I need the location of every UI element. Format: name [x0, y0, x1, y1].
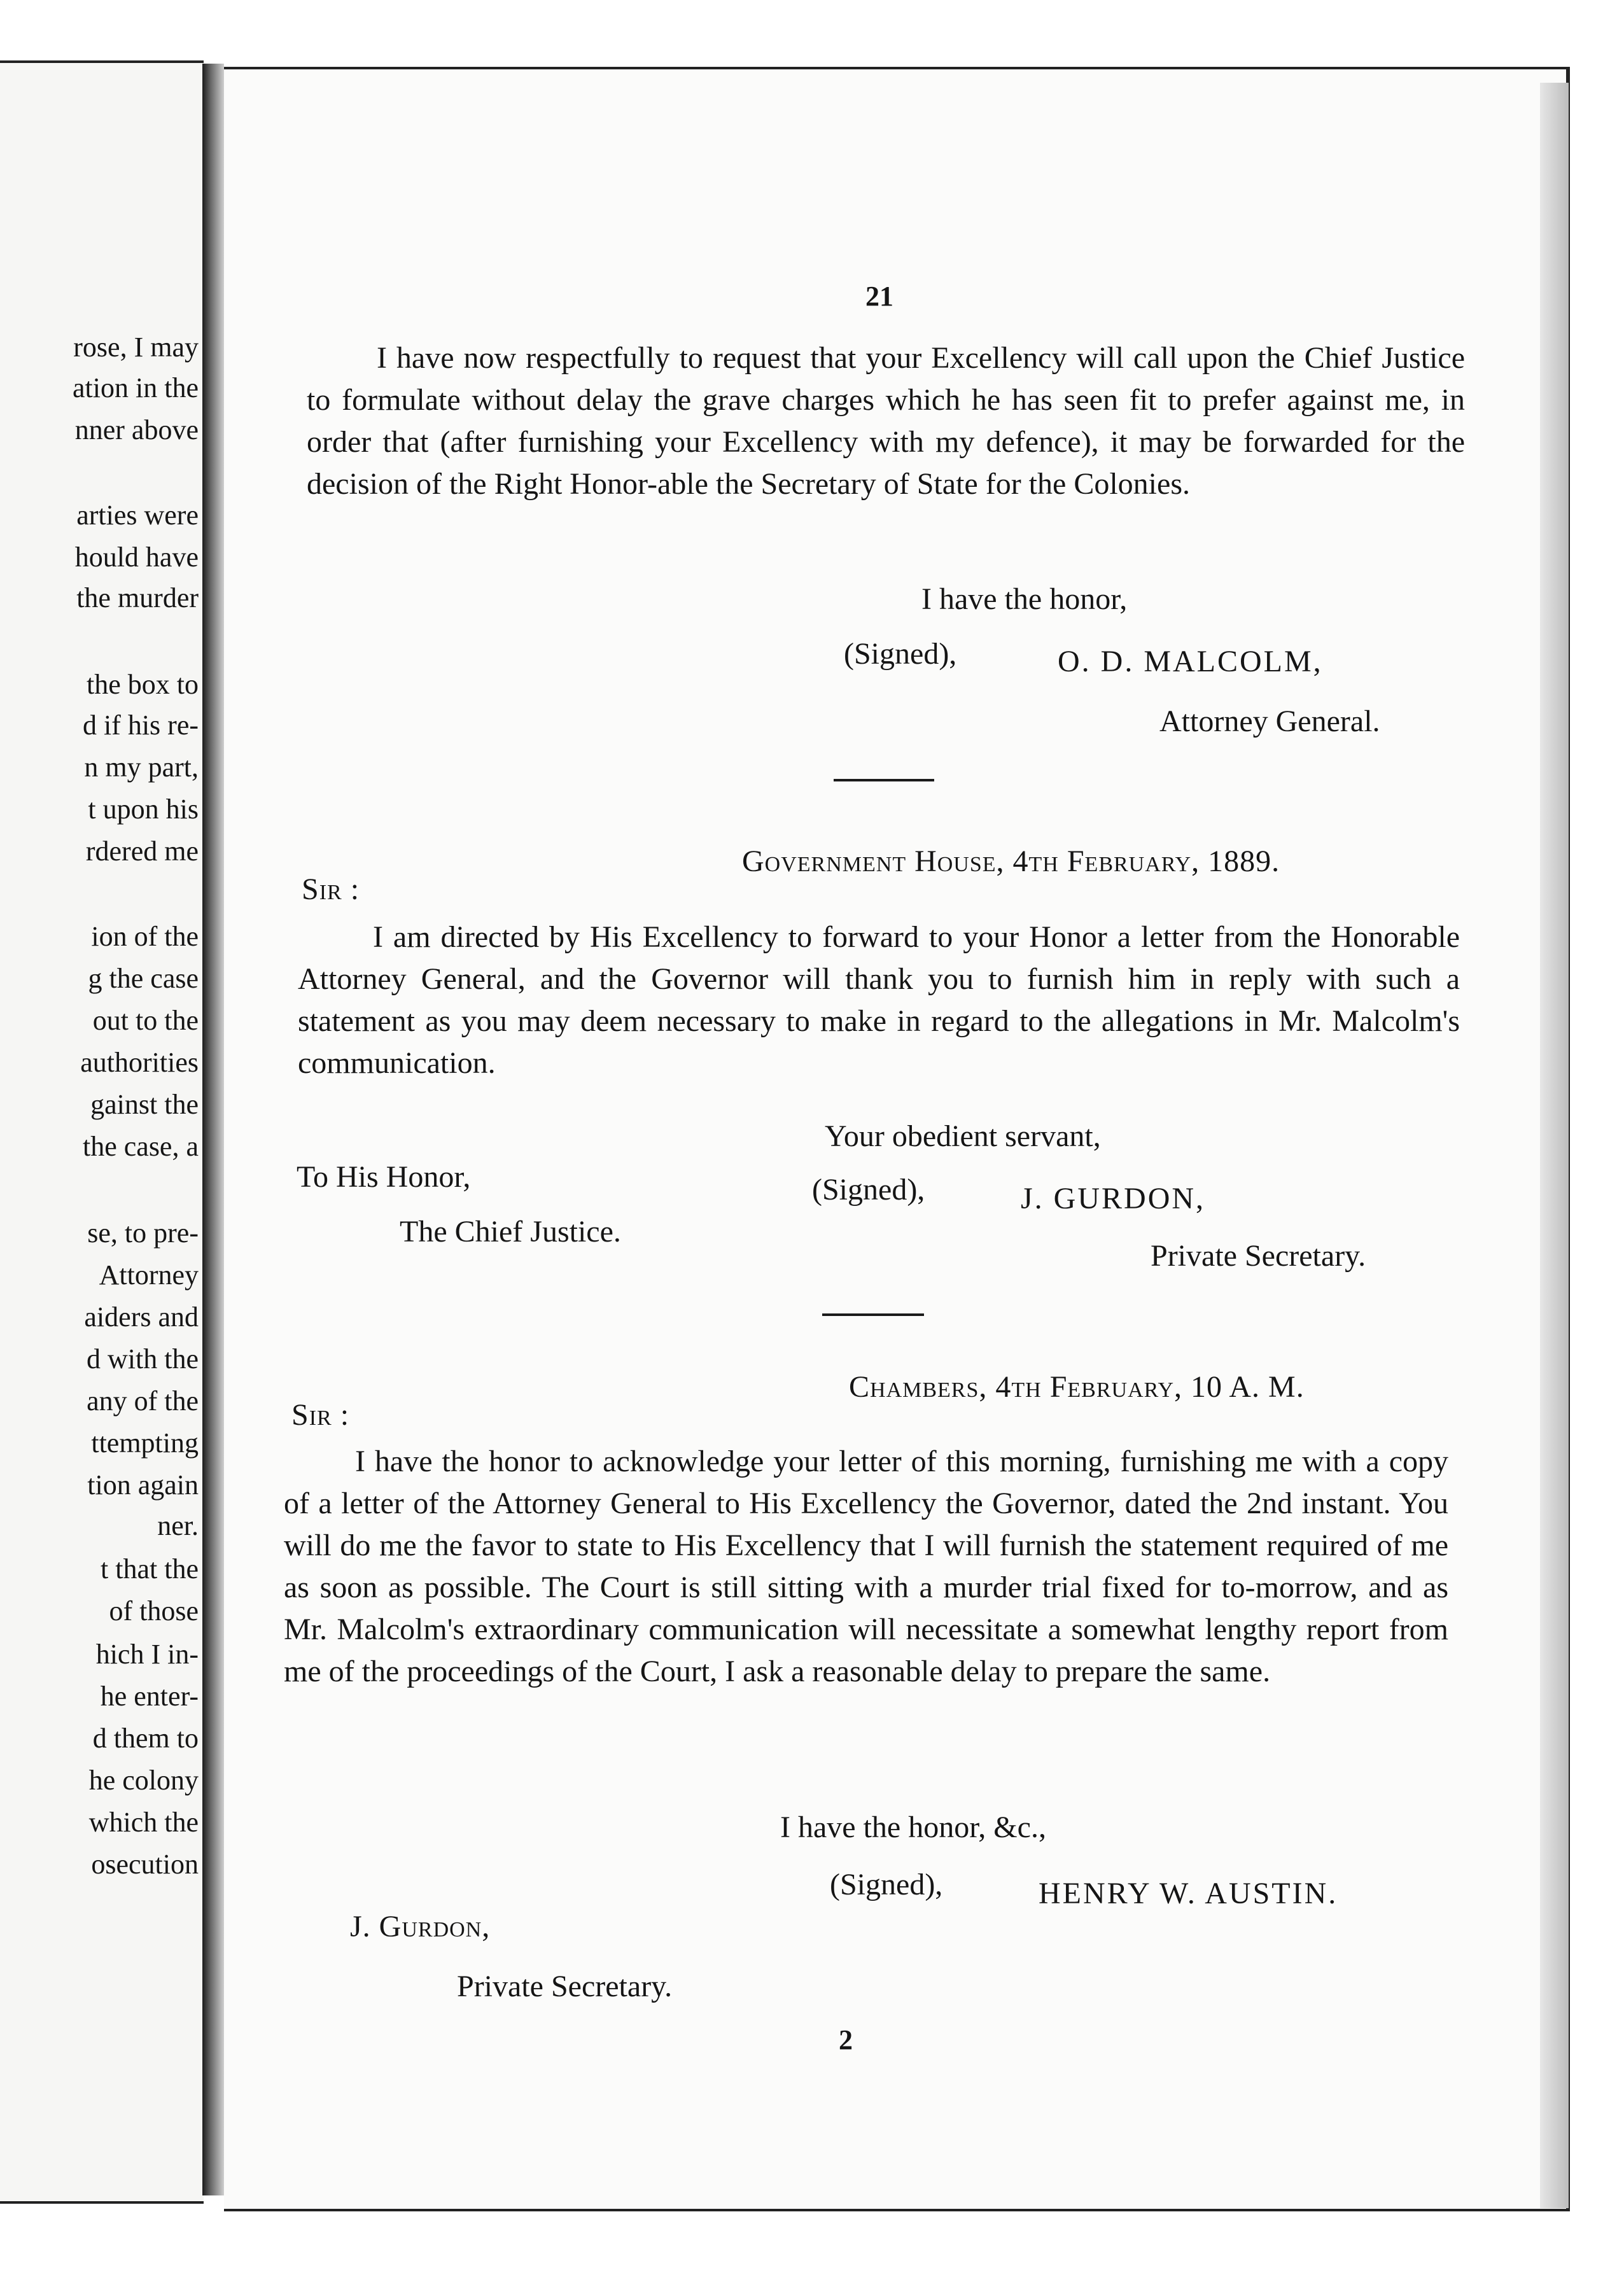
- left-page-line: any of the: [87, 1385, 199, 1417]
- left-page-line: rdered me: [85, 836, 199, 867]
- left-page-line: the box to: [87, 669, 199, 700]
- left-page-line: out to the: [92, 1005, 199, 1036]
- section-divider-2: [822, 1313, 924, 1316]
- letter3-heading: Chambers, 4th February, 10 A. M.: [849, 1370, 1305, 1404]
- left-page-line: ation in the: [73, 372, 199, 403]
- letter3-addressee-line1: J. Gurdon,: [350, 1910, 491, 1943]
- page-edge: [1540, 83, 1569, 2208]
- left-page-line: authorities: [80, 1047, 199, 1078]
- left-page-line: Attorney: [99, 1259, 199, 1291]
- section-divider-1: [834, 779, 934, 781]
- left-page-line: arties were: [76, 500, 199, 531]
- left-page-line: tion again: [87, 1469, 199, 1501]
- left-page-line: which the: [88, 1807, 199, 1838]
- left-page-line: ion of the: [91, 921, 199, 952]
- signature-mark: 2: [839, 2024, 853, 2055]
- letter1-signer-title: Attorney General.: [1159, 704, 1380, 738]
- left-page-line: the murder: [76, 582, 199, 613]
- letter3-salutation: Sir :: [291, 1398, 350, 1432]
- left-page-line: rose, I may: [73, 332, 199, 363]
- left-page-line: t that the: [101, 1553, 199, 1585]
- letter3-signer: HENRY W. AUSTIN.: [1039, 1877, 1338, 1910]
- letter2-signed: (Signed),: [812, 1173, 925, 1207]
- left-page-line: he enter-: [100, 1681, 199, 1712]
- left-facing-page: [0, 60, 204, 2204]
- letter3-addressee-line2: Private Secretary.: [457, 1970, 673, 2003]
- left-page-line: se, to pre-: [87, 1217, 199, 1249]
- left-page-line: d if his re-: [82, 710, 199, 741]
- left-page-line: hould have: [74, 542, 199, 573]
- letter2-salutation: Sir :: [302, 872, 360, 906]
- left-page-line: ner.: [157, 1510, 199, 1541]
- letter2-heading: Government House, 4th February, 1889.: [742, 844, 1280, 878]
- page-number: 21: [865, 281, 893, 312]
- left-page-line: g the case: [88, 963, 199, 994]
- letter2-addressee-line2: The Chief Justice.: [400, 1215, 621, 1249]
- left-page-line: osecution: [91, 1849, 199, 1880]
- left-page-line: aiders and: [84, 1301, 199, 1333]
- left-page-line: gainst the: [90, 1089, 199, 1120]
- left-page-line: he colony: [88, 1765, 199, 1796]
- letter1-signed: (Signed),: [844, 637, 957, 671]
- left-page-line: the case, a: [83, 1131, 199, 1162]
- left-page-line: ttempting: [91, 1427, 199, 1459]
- letter1-signer: O. D. MALCOLM,: [1058, 645, 1323, 678]
- letter2-signer: J. GURDON,: [1021, 1182, 1206, 1215]
- left-page-line: d with the: [87, 1343, 199, 1375]
- letter2-closing: Your obedient servant,: [825, 1119, 1101, 1153]
- left-page-line: of those: [109, 1595, 199, 1627]
- letter2-addressee-line1: To His Honor,: [297, 1160, 471, 1194]
- letter2-signer-title: Private Secretary.: [1151, 1239, 1366, 1273]
- letter1-closing: I have the honor,: [921, 582, 1128, 616]
- left-page-line: t upon his: [88, 794, 199, 825]
- left-page-line: d them to: [92, 1723, 199, 1754]
- letter1-body: I have now respectfully to request that your Excellency will call upon the Chief Justice to formulate without delay the grave charges which he has seen fit to prefer against me, in order that (after furnishing your Excellency with my defence), it may be forwarded for the decision of the Right Honor-able the Secretary of State for the Colonies.: [307, 341, 1465, 501]
- left-page-line: n my part,: [84, 752, 199, 783]
- book-gutter: [202, 64, 224, 2195]
- letter3-body: I have the honor to acknowledge your letter of this morning, furnishing me with a copy of a letter of the Attorney General to His Excellency the Governor, dated the 2nd instant. You will do me the favor to state to His Excellency that I will furnish the statement required of me as soon as possible. The Court is still sitting with a murder trial fixed for to-morrow, and as Mr. Malcolm's extraordinary communication will necessitate a somewhat lengthy report from me of the proceedings of the Court, I ask a reasonable delay to prepare the same.: [284, 1445, 1448, 1688]
- left-page-line: hich I in-: [95, 1639, 199, 1670]
- letter3-closing: I have the honor, &c.,: [780, 1810, 1046, 1844]
- left-page-line: nner above: [74, 414, 199, 445]
- letter3-signed: (Signed),: [830, 1868, 943, 1901]
- letter2-body: I am directed by His Excellency to forward to your Honor a letter from the Honorable Attorney General, and the Governor will thank you to furnish him in reply with such a statement as you may deem necessary to make in regard to the allegations in Mr. Malcolm's communication.: [298, 920, 1460, 1080]
